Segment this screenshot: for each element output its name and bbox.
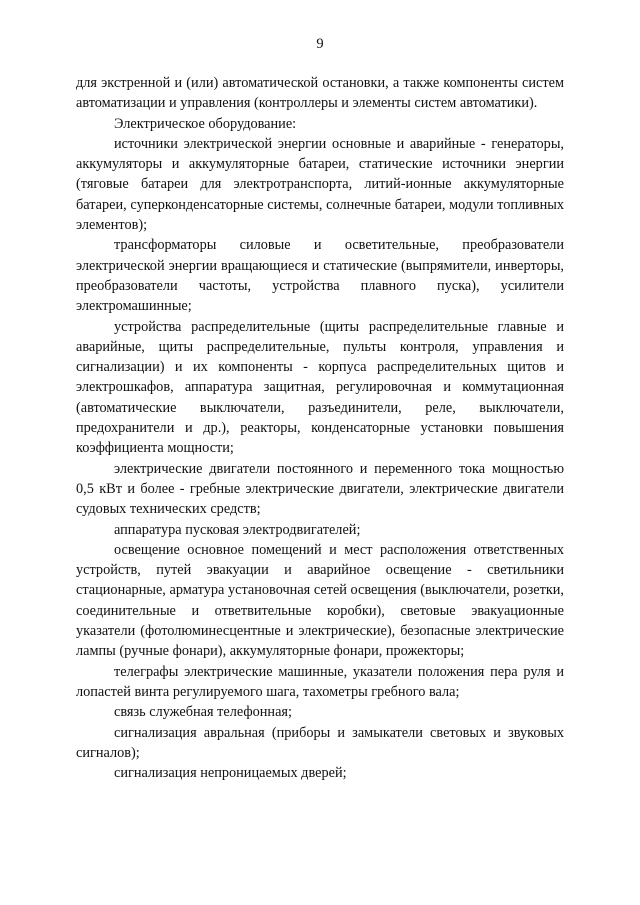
paragraph-6: электрические двигатели постоянного и переменного тока мощностью 0,5 кВт и более - гребные электрические двигатели, электрические двигатели судовых технических средств; — [76, 460, 564, 518]
paragraph-11: сигнализация авральная (приборы и замыкатели световых и звуковых сигналов); — [76, 724, 564, 761]
paragraph-12: сигнализация непроницаемых дверей; — [114, 765, 347, 782]
paragraph-10: связь служебная телефонная; — [114, 704, 292, 721]
paragraph-8: освещение основное помещений и мест расположения ответственных устройств, путей эвакуации и аварийное освещение - светильники стационарные, арматура установочная сетей освещения (выключатели, розетки, соединительные и ответвительные коробки), световые эвакуационные указатели (фотолюминесцентные и электрические), безопасные электрические лампы (ручные фонари), аккумуляторные фонари, прожекторы; — [76, 541, 564, 660]
document-body — [76, 73, 564, 783]
paragraph-9: телеграфы электрические машинные, указатели положения пера руля и лопастей винта регулируемого шага, тахометры гребного вала; — [76, 663, 564, 700]
paragraph-7: аппаратура пусковая электродвигателей; — [114, 521, 361, 538]
paragraph-3: источники электрической энергии основные и аварийные - генераторы, аккумуляторы и аккумуляторные батареи, статические источники энергии (тяговые батареи для электротранспорта, литий-ионные аккумуляторные батареи, суперконденсаторные системы, солнечные батареи, модули топливных элементов); — [76, 135, 564, 234]
paragraph-4: трансформаторы силовые и осветительные, преобразователи электрической энергии вращающиеся и статические (выпрямители, инверторы, преобразователи частоты, устройства плавного пуска), усилители электромашинные; — [76, 237, 564, 315]
paragraph-1: для экстренной и (или) автоматической остановки, а также компоненты систем автоматизации и управления (контроллеры и элементы систем автоматики). — [76, 75, 564, 112]
paragraph-5: устройства распределительные (щиты распределительные главные и аварийные, щиты распределительные, пульты контроля, управления и сигнализации) и их компоненты - корпуса распределительных щитов и электрошкафов, аппаратура защитная, регулировочная и коммутационная (автоматические выключатели, разъединители, реле, выключатели, предохранители и др.), реакторы, конденсаторные установки повышения коэффициента мощности; — [76, 318, 564, 457]
paragraph-2: Электрическое оборудование: — [114, 115, 297, 132]
page-number: 9 — [316, 36, 324, 52]
